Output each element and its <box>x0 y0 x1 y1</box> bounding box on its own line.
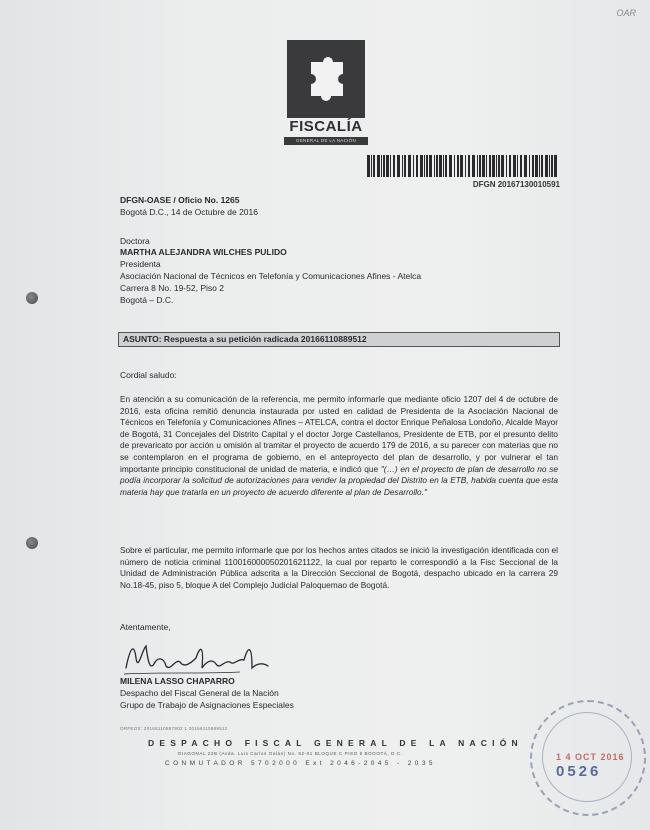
stamp-number: 0526 <box>556 763 602 780</box>
signer-name: MILENA LASSO CHAPARRO <box>120 676 235 686</box>
handwritten-signature <box>120 628 280 683</box>
footer-phone: CONMUTADOR 5702000 Ext 2046-2045 - 2035 <box>165 760 436 767</box>
greeting: Cordial saludo: <box>120 370 177 380</box>
recipient-name: MARTHA ALEJANDRA WILCHES PULIDO <box>120 247 287 257</box>
recipient-organization: Asociación Nacional de Técnicos en Telefonía y Comunicaciones Afines - Atelca <box>120 271 422 281</box>
punch-hole <box>26 292 38 304</box>
logo-subtitle: GENERAL DE LA NACIÓN <box>284 137 368 145</box>
signer-group: Grupo de Trabajo de Asignaciones Especiales <box>120 700 294 710</box>
body-paragraph-1 <box>120 394 558 498</box>
body-paragraph-2: Sobre el particular, me permito informarle que por los hechos antes citados se inició la investigación identificada con el número de noticia criminal 110016000050201621122, la cual por reparto le correspondió a la Fisc Seccional de la Unidad de Administración Pública adscrita a la Dirección Seccional de Bogotá, despacho ubicado en la carrera 29 No.18-45, piso 5, bloque A del Complejo Judicial Paloquemao de Bogotá. <box>120 545 558 590</box>
footer-address: DIAGONAL 22B (Avda. Luis Carlos Galán) No. 52-01 BLOQUE C PISO 5 BOGOTÁ, D.C. <box>178 751 403 756</box>
paragraph-quote: "(…) en el proyecto de plan de desarrollo no se podía incorporar la solicitud de autorizaciones para vender la propiedad del Distrito en la ETB, habida cuenta que esta materia hay que tratarla en un proyecto de acuerdo diferente al plan de Desarrollo." <box>120 463 559 497</box>
logo-name: FISCALÍA <box>289 118 363 135</box>
subject-box <box>118 332 560 347</box>
barcode-icon <box>367 155 559 177</box>
punch-hole <box>26 537 38 549</box>
fiscalia-logo-icon <box>287 40 365 118</box>
recipient-role: Presidenta <box>120 259 161 269</box>
subject-line: ASUNTO: Respuesta a su petición radicada 20166110889512 <box>123 334 367 344</box>
closing: Atentamente, <box>120 622 171 632</box>
footer-title: DESPACHO FISCAL GENERAL DE LA NACIÓN <box>148 738 523 748</box>
stamp-date: 1 4 OCT 2016 <box>556 752 625 762</box>
paragraph-text: En atención a su comunicación de la referencia, me permito informarle que mediante oficio 1207 del 4 de octubre de 2016, esta oficina remitió denuncia instaurada por usted en calidad de Presidenta de la Asociación Nacional de Técnicos en Telefonía y Comunicaciones Afines – ATELCA, contra el doctor Enrique Peñalosa Londoño, Alcalde Mayor de Bogotá, 31 Concejales del Distrito Capital y el doctor Jorge Castellanos, Presidente de ETB, por el presunto delito de prevaricato por acción u omisión al tramitar el proyecto de acuerdo 179 de 2016, a su parecer con materias que no se contemplaron en el programa de gobierno, en el anteproyecto del plan de desarrollo, y por vulnerar el tan importante principio constitucional de unidad de materia, e indicó que <box>120 394 558 474</box>
recipient-city: Bogotá – D.C. <box>120 295 174 305</box>
signer-department: Despacho del Fiscal General de la Nación <box>120 688 279 698</box>
recipient-address: Carrera 8 No. 19-52, Piso 2 <box>120 283 224 293</box>
barcode-number: DFGN 20167130010591 <box>472 180 560 189</box>
office-reference: DFGN-OASE / Oficio No. 1265 <box>120 195 240 205</box>
letter-date: Bogotá D.C., 14 de Octubre de 2016 <box>120 207 258 217</box>
recipient-salutation: Doctora <box>120 236 150 246</box>
handwritten-corner-mark: OAR <box>616 8 636 18</box>
orfeo-reference: ORFEOS: 20166110887802 1 20166110889512 <box>120 726 228 731</box>
